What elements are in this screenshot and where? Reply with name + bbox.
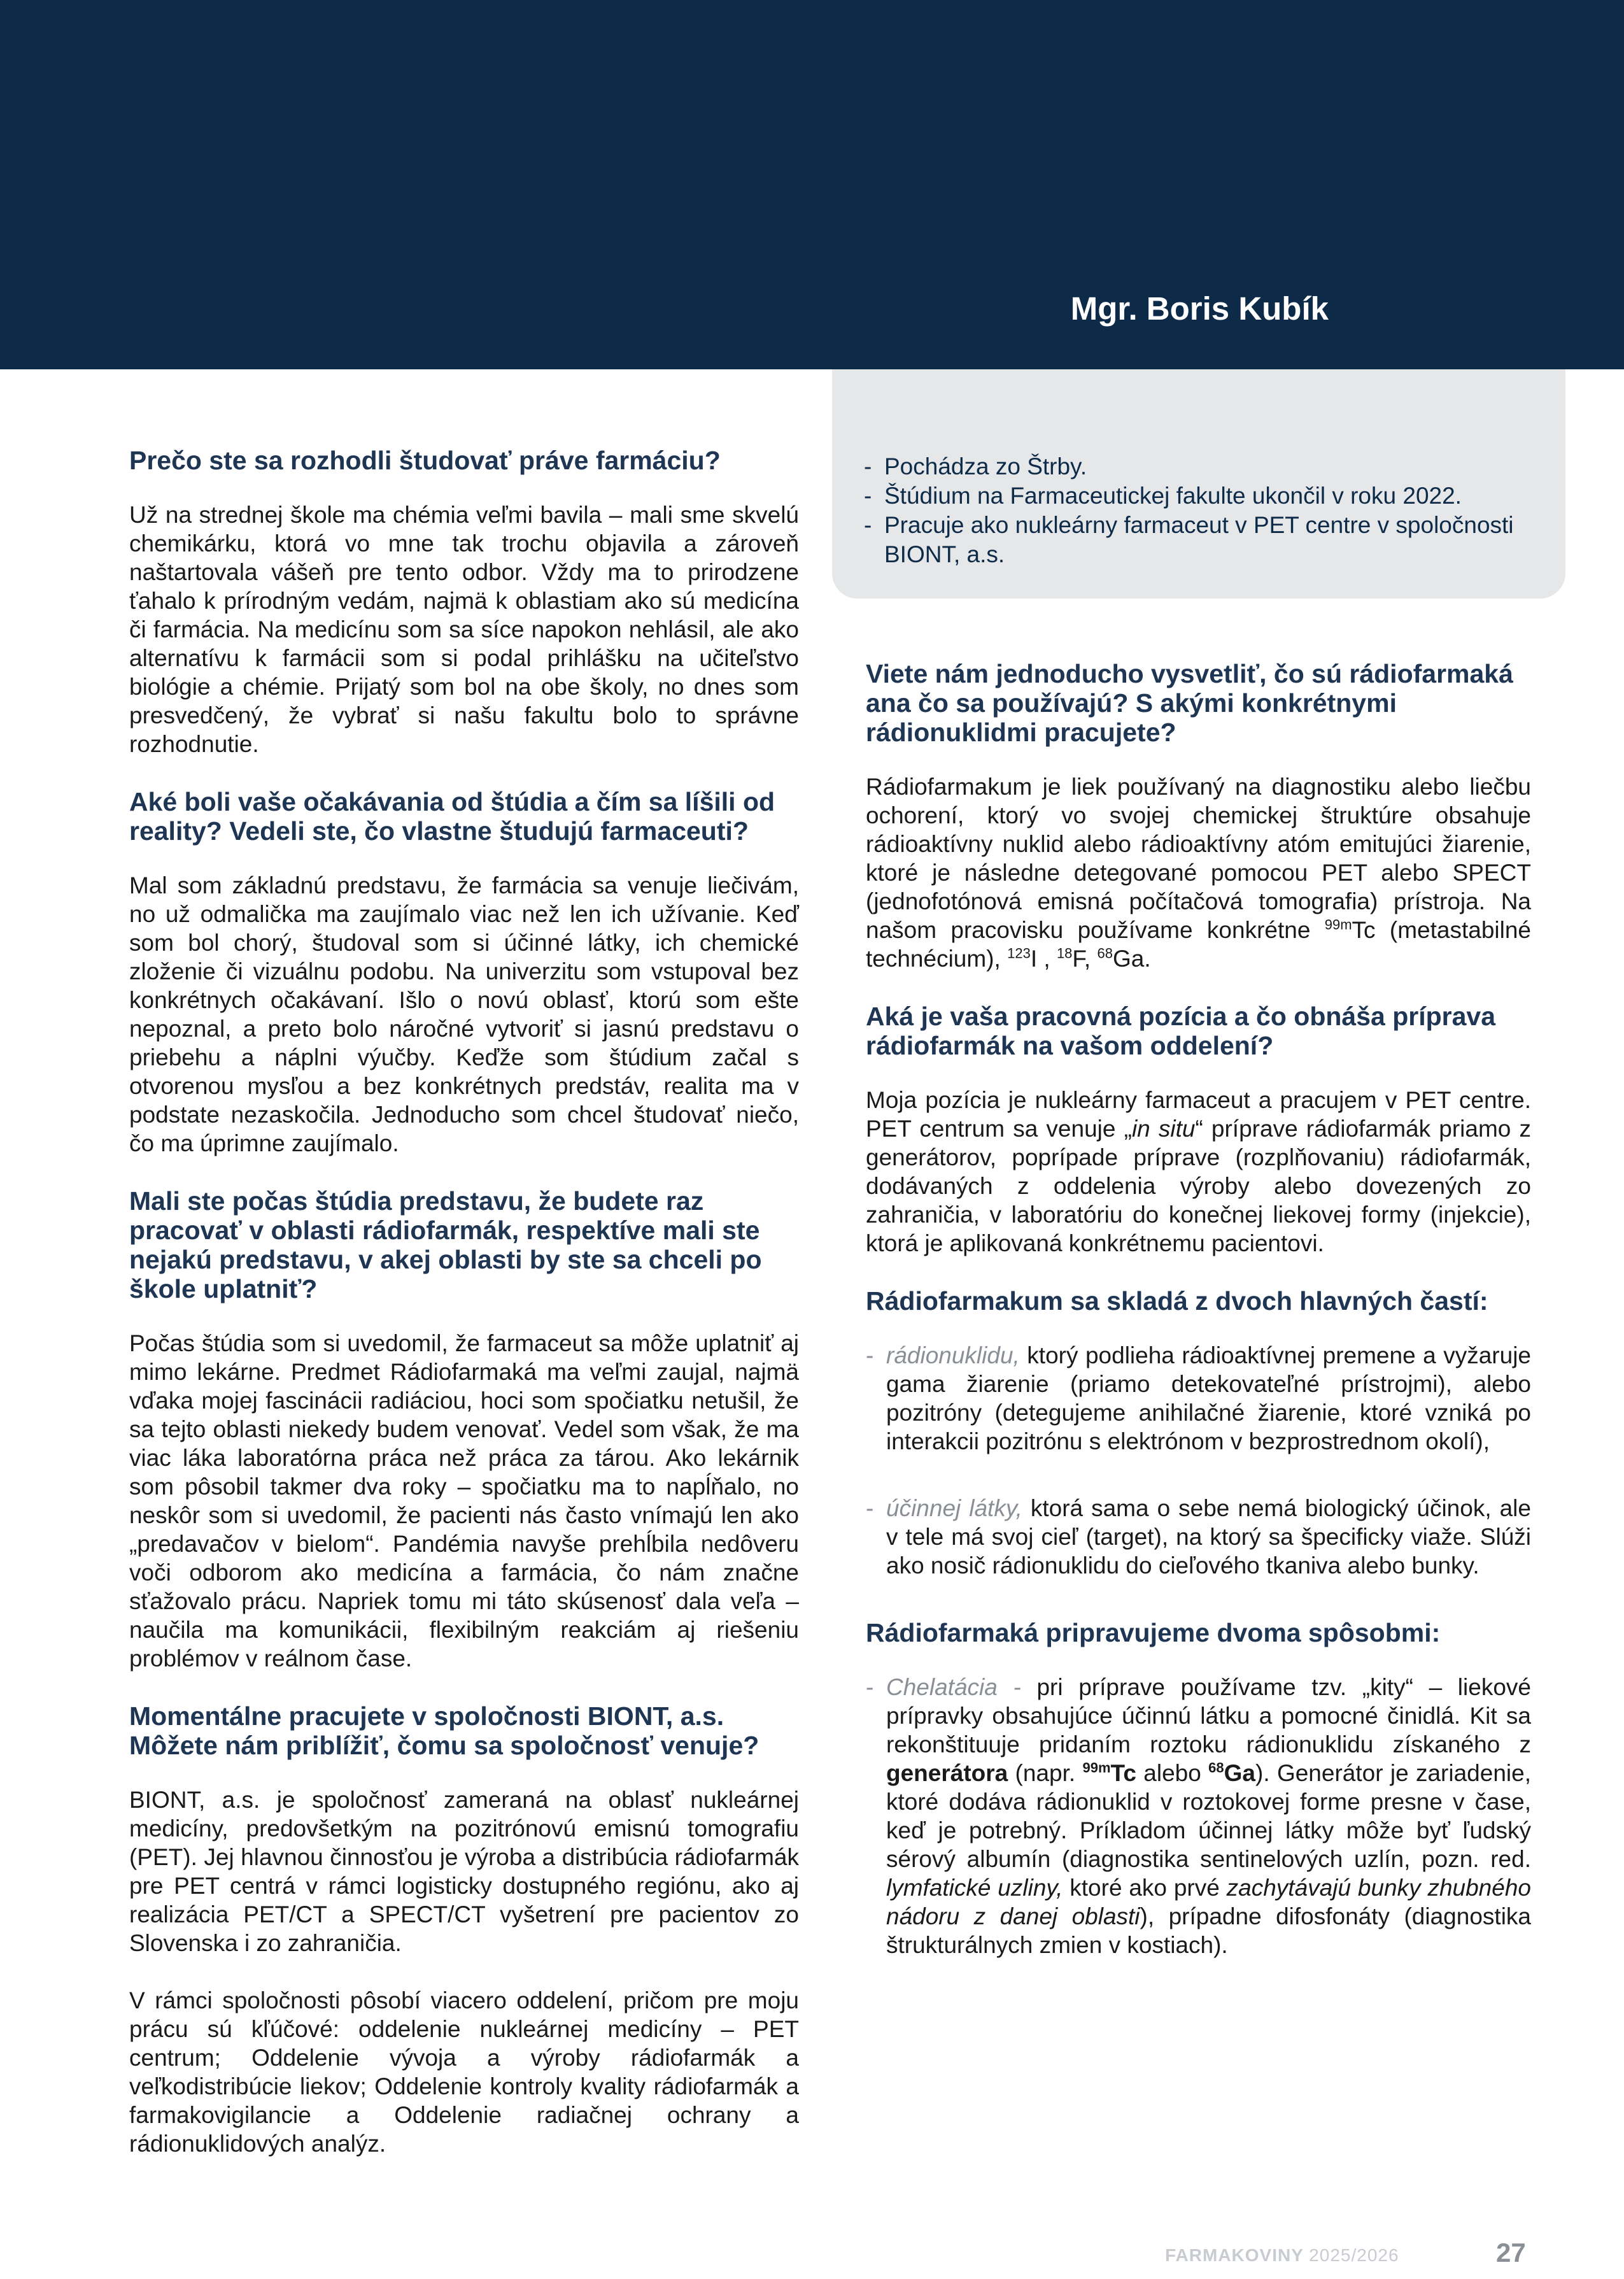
answer-paragraph: Počas štúdia som si uvedomil, že farmaceut sa môže uplatniť aj mimo lekárne. Predmet Rádiofarmaká ma veľmi zaujal, najmä vďaka mojej fascinácii radiáciou, hoci som spočiatku netušil, že sa tejto oblasti niekedy budem venovať. Vedel som však, že ma viac láka laboratórna práca než práca za tárou. Ako lekárnik som pôsobil takmer dva roky – spočiatku ma to napĺňalo, no neskôr som si uvedomil, že pacienti nás často vnímajú len ako „predavačov v bielom“. Pandémia navyše prehĺbila nedôveru voči odborom ako medicína a farmácia, čo nám značne sťažovalo prácu. Napriek tomu mi táto skúsenosť dala veľa – naučila ma komunikácii, flexibilným reakciám aj riešeniu problémov v reálnom čase. <box>129 1330 799 1672</box>
page-number: 27 <box>1496 2238 1526 2268</box>
footer-magazine: FARMAKOVINY 2025/2026 <box>1165 2245 1399 2265</box>
info-list <box>864 452 1539 569</box>
question-heading: Aké boli vaše očakávania od štúdia a čím sa líšili od reality? Vedeli ste, čo vlastne študujú farmaceuti? <box>129 787 775 846</box>
list-item: - rádionuklidu, ktorý podlieha rádioaktívnej premene a vyžaruje gama žiarenie (priamo detekovateľné prístrojmi), alebo pozitróny (detegujeme anihilačné žiarenie, ktoré vzniká po interakcii pozitrónu s elektrónom v bezprostrednom okolí), <box>866 1342 1531 1454</box>
section-heading: Rádiofarmakum sa skladá z dvoch hlavných častí: <box>866 1286 1488 1316</box>
list-item: - Pracuje ako nukleárny farmaceut v PET centre v spoločnosti BIONT, a.s. <box>864 512 1514 567</box>
question-heading: Mali ste počas štúdia predstavu, že budete raz pracovať v oblasti rádiofarmák, respektíve mali ste nejakú predstavu, v akej oblasti by ste sa chceli po škole uplatniť? <box>129 1186 762 1303</box>
section-heading: Rádiofarmaká pripravujeme dvoma spôsobmi: <box>866 1618 1441 1647</box>
answer-paragraph: Moja pozícia je nukleárny farmaceut a pracujem v PET centre. PET centrum sa venuje „in situ“ príprave rádiofarmák priamo z generátorov, poprípade príprave (rozplňovaniu) rádiofarmák, dodávaných z oddelenia výroby alebo dovezených zo zahraničia, v laboratóriu do konečnej liekovej formy (injekcie), ktorá je aplikovaná konkrétnemu pacientovi. <box>866 1087 1532 1256</box>
list-item: - účinnej látky, ktorá sama o sebe nemá biologický účinok, ale v tele má svoj cieľ (target), na ktorý sa špecificky viaže. Slúži ako nosič rádionuklidu do cieľového tkaniva alebo bunky. <box>866 1495 1531 1579</box>
right-column <box>866 659 1531 1998</box>
question-heading: Prečo ste sa rozhodli študovať práve farmáciu? <box>129 446 721 475</box>
left-column <box>129 446 799 2187</box>
list-item: - Štúdium na Farmaceutickej fakulte ukončil v roku 2022. <box>864 483 1462 509</box>
question-heading: Aká je vaša pracovná pozícia a čo obnáša príprava rádiofarmák na vašom oddelení? <box>866 1002 1496 1060</box>
list-item: - Chelatácia - pri príprave používame tzv. „kity“ – liekové prípravky obsahujúce účinnú látku a pomocné činidlá. Kit sa rekonštituuje pridaním roztoku rádionuklidu získaného z generátora (napr. $^{99m}$Tc alebo $^{68}$Ga). Generátor je zariadenie, ktoré dodáva rádionuklid v roztokovej forme presne v čase, keď je potrebný. Príkladom účinnej látky môže byť ľudský sérový albumín (diagnostika sentinelových uzlín, pozn. red. lymfatické uzliny, ktoré ako prvé zachytávajú bunky zhubného nádoru z danej oblasti), prípadne difosfonáty (diagnostika štrukturálnych zmien v kostiach). <box>866 1674 1531 1958</box>
header-banner <box>0 0 1624 369</box>
answer-paragraph: BIONT, a.s. je spoločnosť zameraná na oblasť nukleárnej medicíny, predovšetkým na pozitrónovú emisnú tomografiu (PET). Jej hlavnou činnosťou je výroba a distribúcia rádiofarmák pre PET centrá v rámci logisticky dostupného regiónu, ako aj realizácia PET/CT a SPECT/CT vyšetrení pre pacientov zo Slovenska i zo zahraničia. <box>129 1787 799 1956</box>
question-heading: Momentálne pracujete v spoločnosti BIONT, a.s. Môžete nám priblížiť, čomu sa spoločnosť venuje? <box>129 1701 759 1760</box>
answer-paragraph: V rámci spoločnosti pôsobí viacero oddelení, pričom pre moju prácu sú kľúčové: oddelenie nukleárnej medicíny – PET centrum; Oddelenie vývoja a výroby rádiofarmák a veľkodistribúcie liekov; Oddelenie kontroly kvality rádiofarmák a farmakovigilancie a Oddelenie radiačnej ochrany a rádionuklidových analýz. <box>129 1987 799 2157</box>
answer-paragraph: Rádiofarmakum je liek používaný na diagnostiku alebo liečbu ochorení, ktorý vo svojej chemickej štruktúre obsahuje rádioaktívny nuklid alebo rádioaktívny atóm emitujúci žiarenie, ktoré je následne detegované pomocou PET alebo SPECT (jednofotónová emisná počítačová tomografia) prístroja. Na našom pracovisku používame konkrétne $^{99m}$Tc (metastabilné technécium), $^{123}$I , $^{18}$F, $^{68}$Ga. <box>866 774 1531 972</box>
author-name: Mgr. Boris Kubík <box>1070 290 1329 327</box>
info-box <box>832 369 1565 599</box>
answer-paragraph: Už na strednej škole ma chémia veľmi bavila – mali sme skvelú chemikárku, ktorá vo mne tak trochu objavila a zároveň naštartovala vášeň pre tento odbor. Vždy ma to prirodzene ťahalo k prírodným vedám, najmä k oblastiam ako sú medicína či farmácia. Na medicínu som sa síce napokon nehlásil, ale ako alternatívu k farmácii som si podal prihlášku na učiteľstvo biológie a chémie. Prijatý som bol na obe školy, no dnes som presvedčený, že vybrať si našu fakultu bolo to správne rozhodnutie. <box>129 502 799 757</box>
answer-paragraph: Mal som základnú predstavu, že farmácia sa venuje liečivám, no už odmalička ma zaujímalo viac než len ich užívanie. Keď som bol chorý, študoval som si účinné látky, ich chemické zloženie či vizuálnu podobu. Na univerzitu som vstupoval bez konkrétnych očakávaní. Išlo o novú oblasť, ktorú som ešte nepoznal, a preto bolo náročné vytvoriť si jasnú predstavu o priebehu a náplni výučby. Keďže som štúdium začal s otvorenou mysľou a bez konkrétnych predstáv, realita ma v podstate nezaskočila. Jednoducho som chcel študovať niečo, čo ma úprimne zaujímalo. <box>129 872 799 1156</box>
question-heading: Viete nám jednoducho vysvetliť, čo sú rádiofarmaká ana čo sa používajú? S akými konkrétnymi rádionuklidmi pracujete? <box>866 659 1513 747</box>
list-item: - Pochádza zo Štrby. <box>864 453 1087 479</box>
